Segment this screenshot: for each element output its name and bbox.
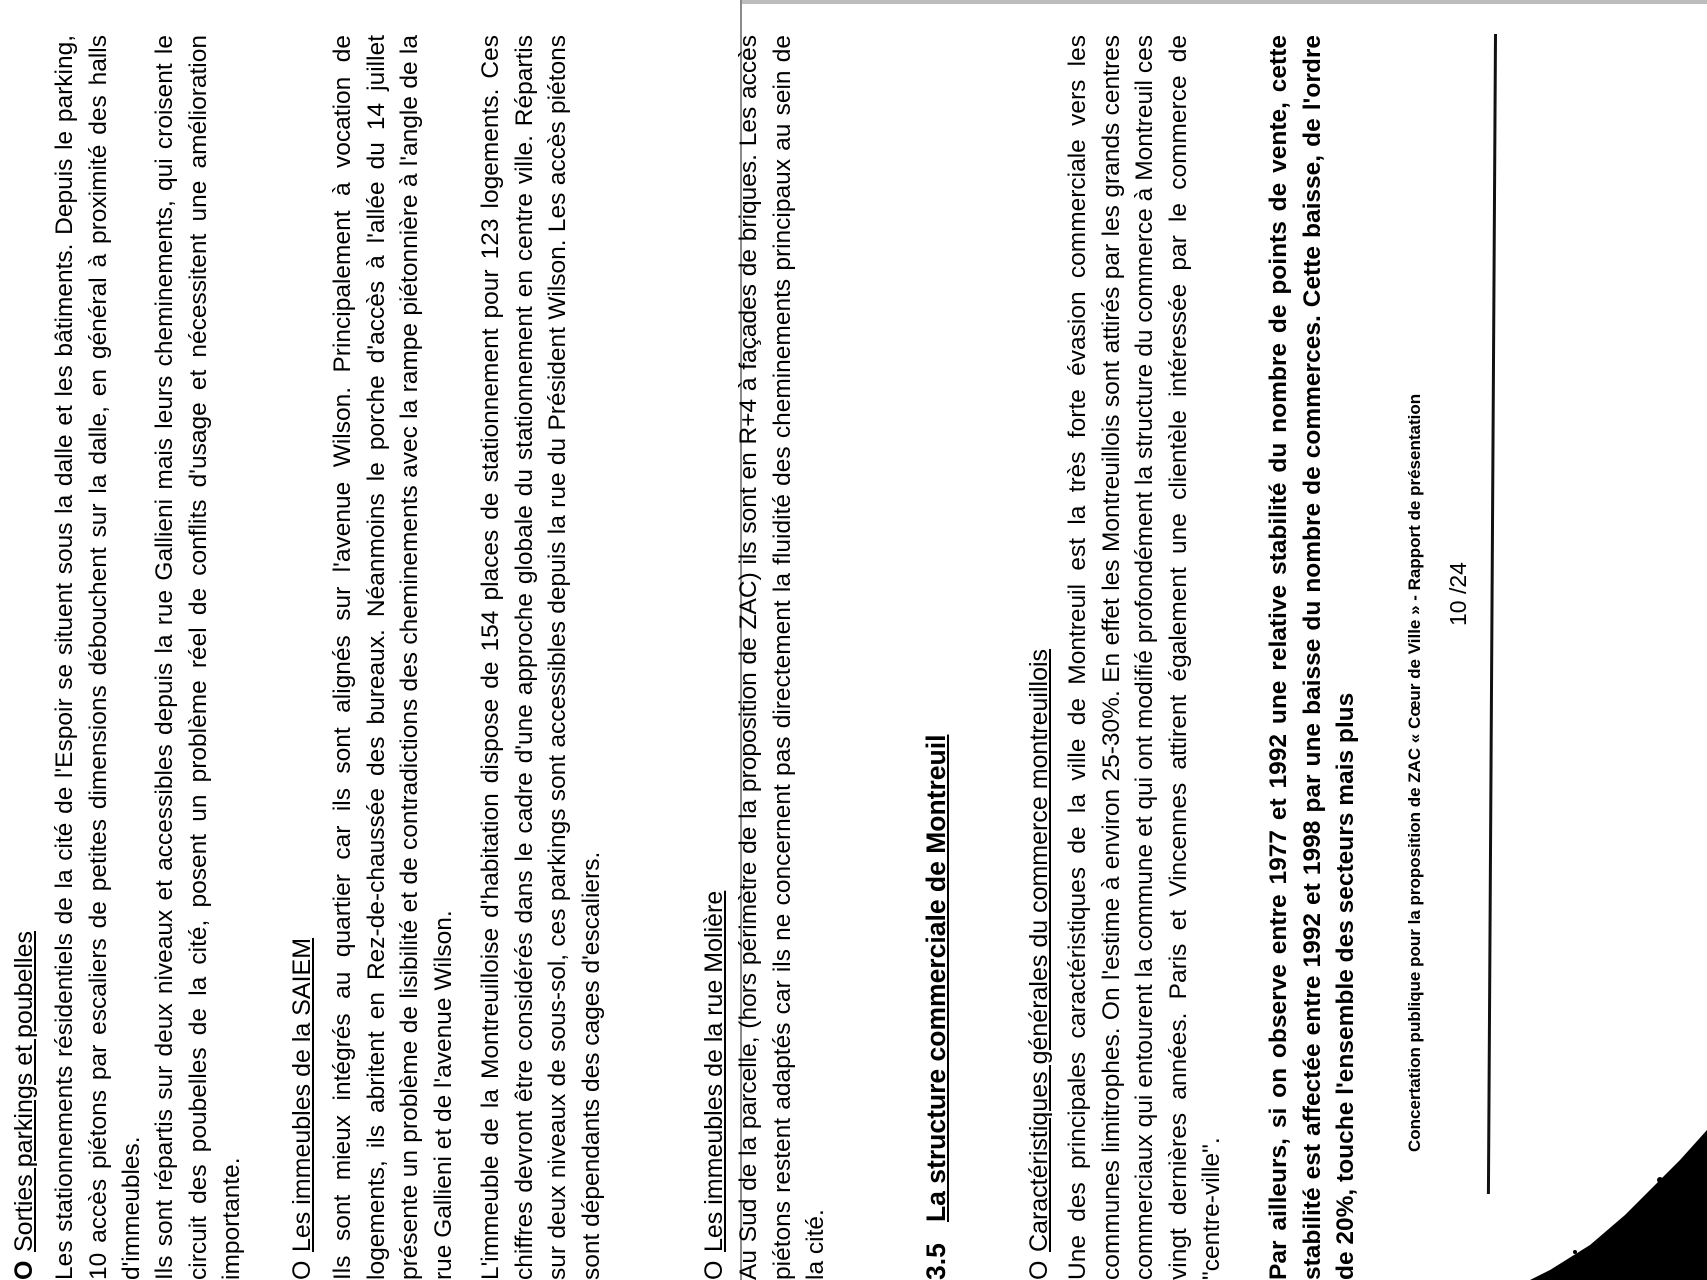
heading-text: Les immeubles de la rue Molière <box>700 890 728 1252</box>
section-title-3-5 <box>921 35 952 1280</box>
paragraph-parkings-1: Les stationnements résidentiels de la cité de l'Espoir se situent sous la dalle et les bâtiments. Depuis le parking, 10 accès piétons par escaliers de petites dimensions débouchent sur la dalle, en général à proximité des halls d'immeubles. <box>51 35 145 1280</box>
paragraph-commerce-2: Par ailleurs, si on observe entre 1977 et 1992 une relative stabilité du nombre de points de vente, cette stabilité est affectée entre 1992 et 1998 par une baisse du nombre de commerces. Cette baisse, de l'ordre de 20%, touche l'ensemble des secteurs mais plus <box>1265 35 1359 1280</box>
section-heading-moliere <box>698 35 730 1280</box>
section-heading-saiem <box>286 35 318 1280</box>
paragraph-commerce-1: Une des principales caractéristiques de la ville de Montreuil est la très forte évasion commerciale vers les communes limitrophes. On l'estime à environ 25-30%. En effet les Montreuillois sont attirés par les grands centres commerciaux qui entourent la commune et qui ont modifié profondément la structure du commerce à Montreuil ces vingt dernières années. Paris et Vincennes attirent également une clientèle intéressée par le commerce de "centre-ville". <box>1064 35 1225 1280</box>
section-title: La structure commerciale de Montreuil <box>921 734 951 1222</box>
bullet: O <box>10 1260 38 1280</box>
bullet: O <box>1025 1260 1053 1280</box>
section-heading-commerce <box>1023 35 1055 1280</box>
paragraph-saiem-2: L'immeuble de la Montreuilloise d'habitation dispose de 154 places de stationnement pour 123 logements. Ces chiffres devront être considérés dans le cadre d'une approche globale du stationnement en centre ville. Répartis sur deux niveaux de sous-sol, ces parkings sont accessibles depuis la rue du Président Wilson. Les accès piétons sont dépendants des cages d'escaliers. <box>477 35 605 1280</box>
paragraph-saiem-1: Ils sont mieux intégrés au quartier car ils sont alignés sur l'avenue Wilson. Principalement à vocation de logements, ils abritent en Rez-de-chaussée des bureaux. Néanmoins le porche d'accès à l'allée du 14 juillet présente un problème de lisibilité et de contradictions des cheminements avec la rampe piétonnière à l'angle de la rue Gallieni et de l'avenue Wilson. <box>329 35 457 1280</box>
bullet: O <box>288 1260 316 1280</box>
paragraph-parkings-2: Ils sont répartis sur deux niveaux et accessibles depuis la rue Gallieni mais leurs cheminements, qui croisent le circuit des poubelles de la cité, posent un problème réel de conflits d'usage et nécessitent une amélioration importante. <box>151 35 245 1280</box>
bullet: O <box>700 1260 728 1280</box>
page-number: 10 /24 <box>1445 562 1471 626</box>
heading-text: Caractéristiques générales du commerce montreuillois <box>1025 648 1053 1252</box>
heading-text: Les immeubles de la SAIEM <box>288 937 316 1252</box>
section-heading-parkings <box>8 35 40 1280</box>
page-footer: Concertation publique pour la proposition de ZAC « Cœur de Ville » - Rapport de présentation <box>1405 393 1424 1152</box>
heading-text: Sorties parkings et poubelles <box>10 930 38 1252</box>
paragraph-moliere: Au Sud de la parcelle, (hors périmètre de la proposition de ZAC) ils sont en R+4 à façades de briques. Les accès piétons restent adaptés car ils ne concernent pas directement la fluidité des cheminements principaux au sein de la cité. <box>735 35 829 1280</box>
section-number: 3.5 <box>921 1243 951 1280</box>
